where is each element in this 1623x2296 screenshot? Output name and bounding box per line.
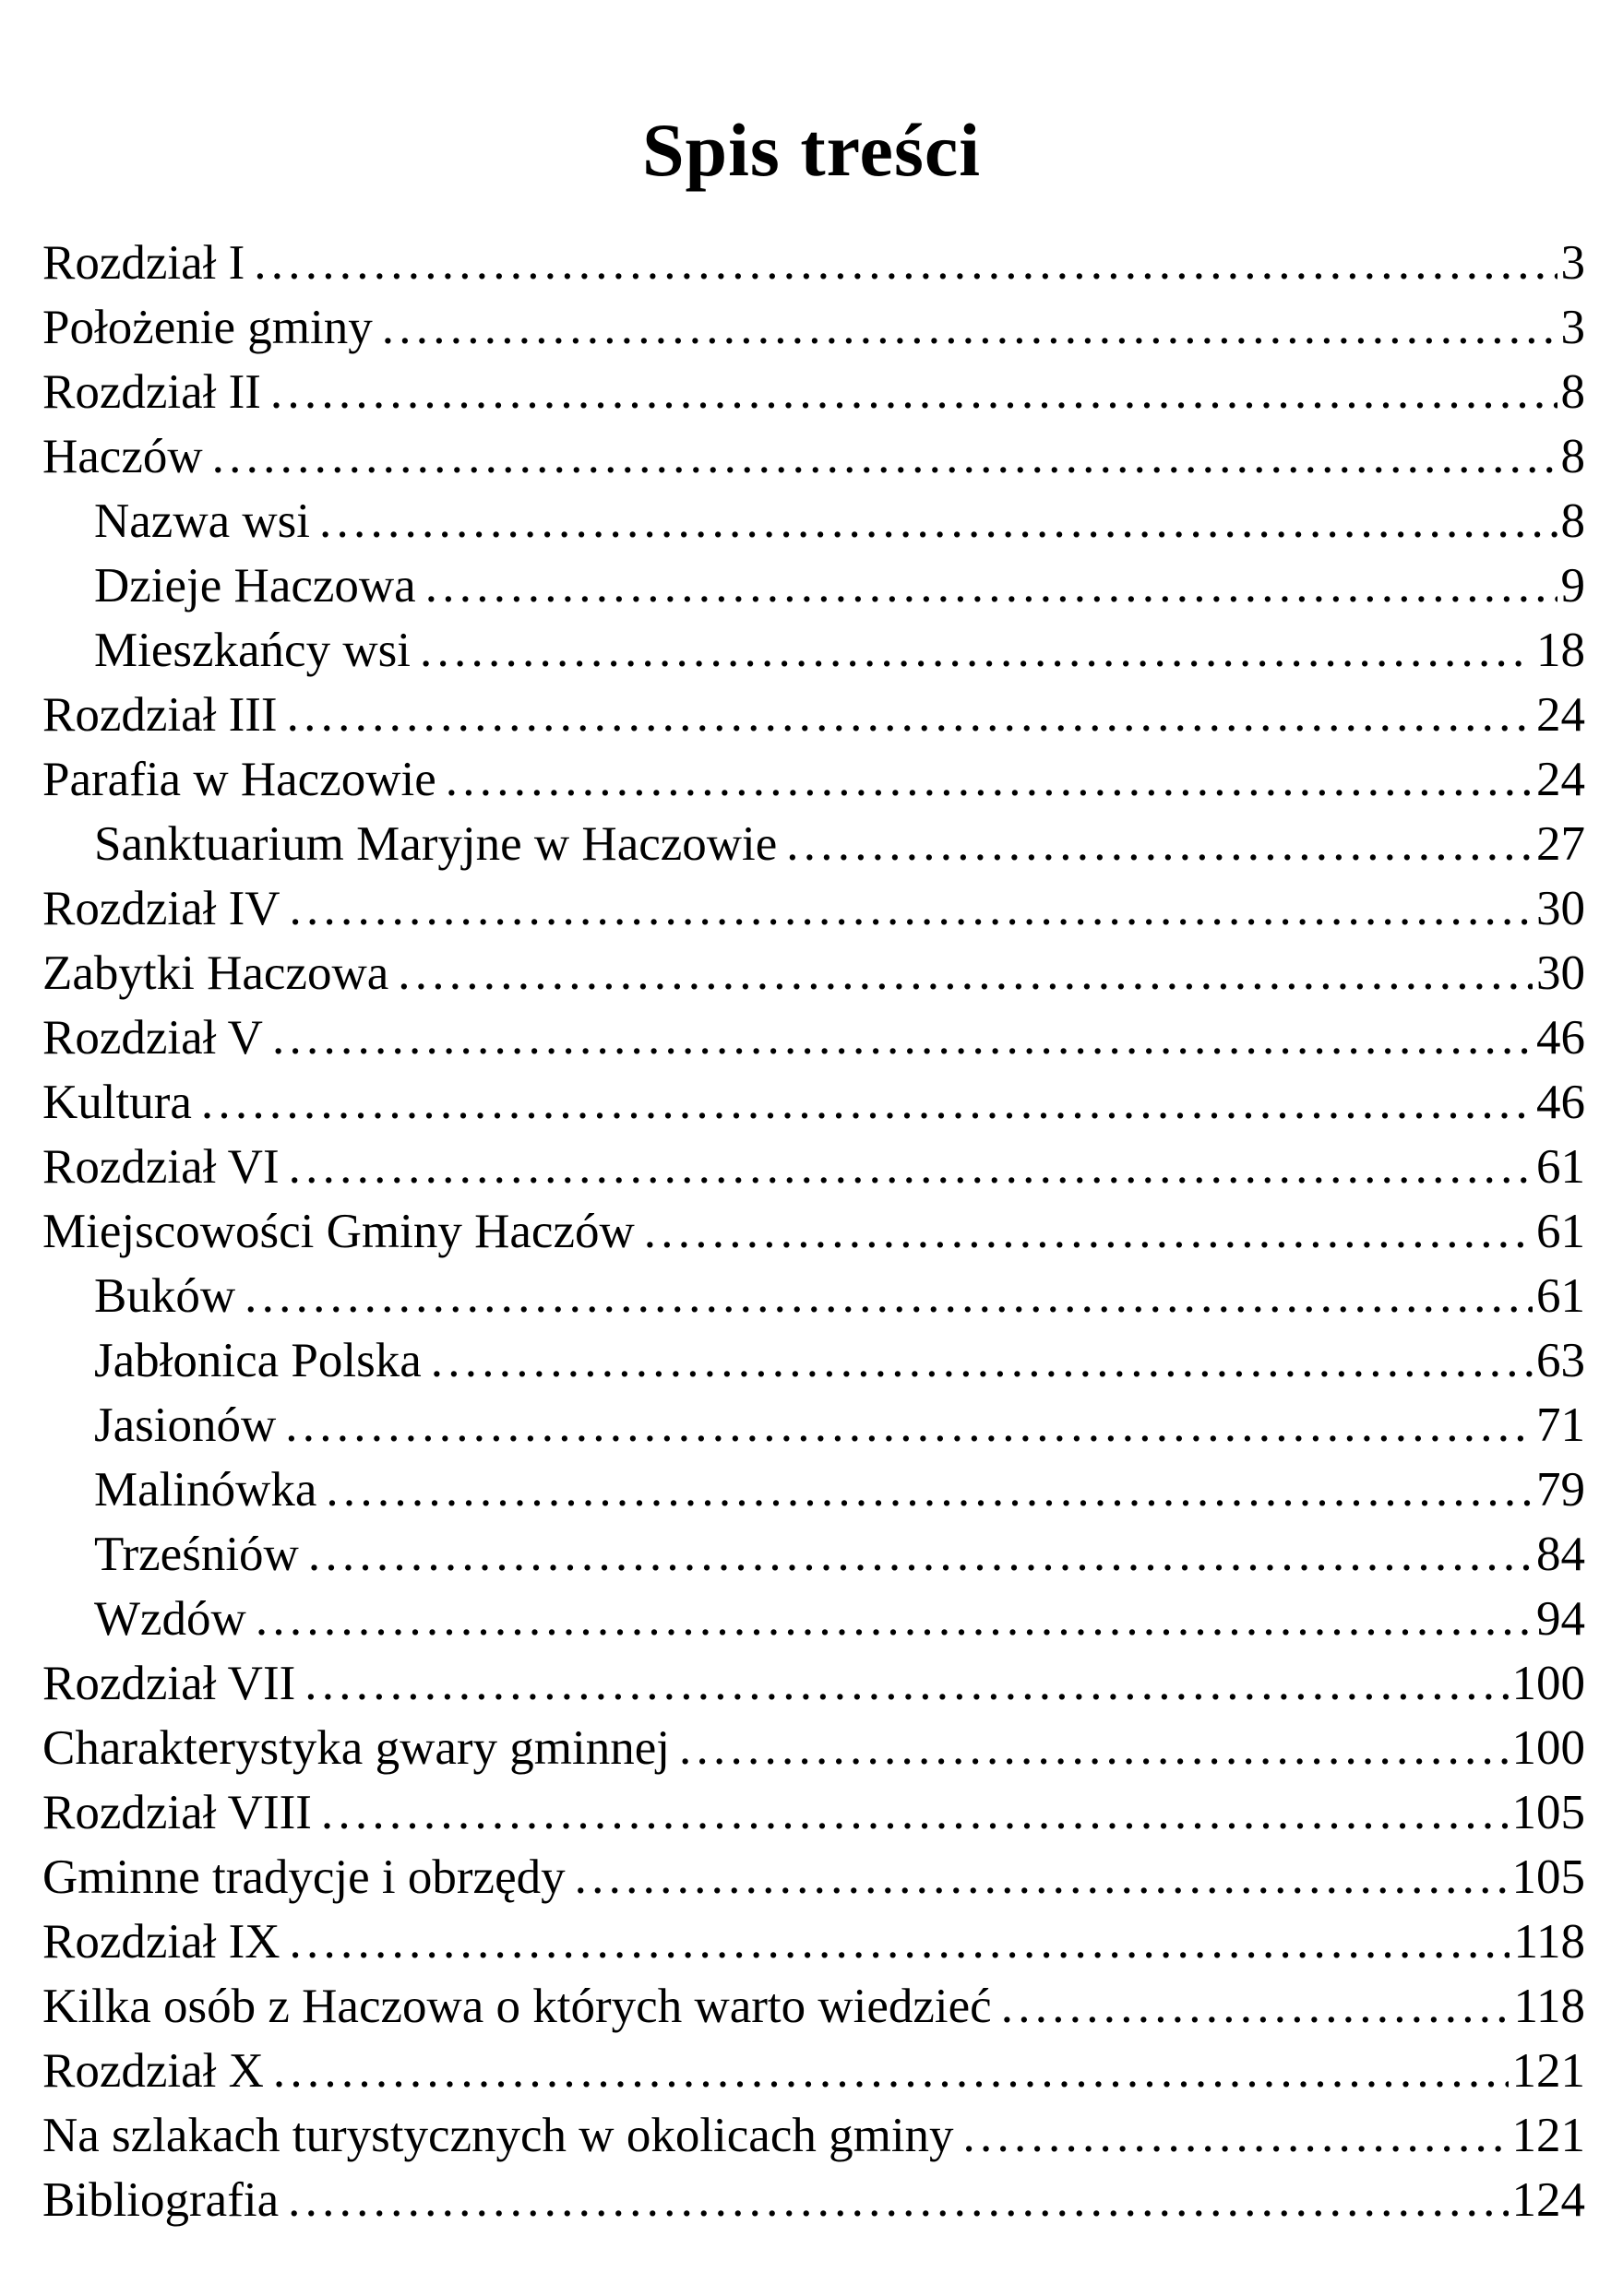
toc-entry-page-number: 3 (1560, 301, 1585, 354)
toc-entry-page-number: 9 (1560, 559, 1585, 613)
toc-entry-label: Rozdział V (42, 1011, 263, 1065)
toc-entry-page-number: 30 (1536, 946, 1585, 1000)
toc-entry-page-number: 27 (1536, 817, 1585, 871)
toc-dot-leader (644, 1199, 1533, 1264)
toc-entry-page-number: 121 (1511, 2044, 1585, 2098)
toc-entry (42, 1522, 1585, 1587)
toc-dot-leader (212, 424, 1557, 489)
toc-entry-label: Zabytki Haczowa (42, 946, 389, 1000)
toc-entry-label: Haczów (42, 430, 203, 483)
toc-entry-page-number: 3 (1560, 236, 1585, 290)
toc-entry (42, 489, 1585, 553)
toc-entry (42, 876, 1585, 941)
toc-entry (42, 295, 1585, 360)
toc-entry-page-number: 94 (1536, 1592, 1585, 1646)
toc-entry-label: Rozdział II (42, 365, 261, 419)
toc-entry (42, 231, 1585, 295)
toc-entry (42, 2039, 1585, 2103)
toc-entry (42, 941, 1585, 1005)
toc-entry-label: Charakterystyka gwary gminnej (42, 1721, 670, 1775)
toc-dot-leader (290, 1909, 1510, 1974)
toc-entry-label: Rozdział IX (42, 1915, 280, 1969)
toc-entry-label: Nazwa wsi (94, 494, 310, 548)
toc-dot-leader (321, 1780, 1509, 1845)
toc-dot-leader (963, 2103, 1509, 2168)
toc-entry-label: Malinówka (94, 1463, 317, 1517)
toc-entry-label: Rozdział VIII (42, 1786, 312, 1839)
toc-entry (42, 360, 1585, 424)
toc-entry-page-number: 46 (1536, 1011, 1585, 1065)
toc-entry (42, 812, 1585, 876)
toc-entry-page-number: 121 (1511, 2109, 1585, 2162)
toc-entry-page-number: 71 (1536, 1398, 1585, 1452)
toc-entry-label: Dzieje Haczowa (94, 559, 416, 613)
toc-entry-label: Położenie gminy (42, 301, 373, 354)
toc-dot-leader (425, 553, 1557, 618)
toc-entry (42, 1587, 1585, 1651)
toc-entry-page-number: 124 (1511, 2173, 1585, 2227)
toc-dot-leader (273, 2039, 1509, 2103)
toc-entry-label: Miejscowości Gminy Haczów (42, 1205, 635, 1258)
toc-entry-page-number: 84 (1536, 1528, 1585, 1581)
toc-entry (42, 1651, 1585, 1716)
toc-entry (42, 1909, 1585, 1974)
toc-entry (42, 2168, 1585, 2232)
toc-entry-page-number: 118 (1513, 1915, 1585, 1969)
toc-entry-label: Jabłonica Polska (94, 1334, 422, 1387)
toc-dot-leader (256, 1587, 1533, 1651)
toc-entry-label: Rozdział III (42, 688, 278, 742)
toc-entry (42, 1328, 1585, 1393)
toc-entry-page-number: 105 (1511, 1850, 1585, 1904)
toc-dot-leader (319, 489, 1557, 553)
toc-entry (42, 1135, 1585, 1199)
toc-entry-page-number: 18 (1536, 624, 1585, 677)
toc-entry (42, 553, 1585, 618)
toc-entry (42, 1393, 1585, 1457)
toc-entry (42, 618, 1585, 683)
toc-entry (42, 1716, 1585, 1780)
toc-entry-page-number: 100 (1511, 1721, 1585, 1775)
toc-dot-leader (786, 812, 1533, 876)
toc-entry-page-number: 79 (1536, 1463, 1585, 1517)
toc-dot-leader (420, 618, 1533, 683)
toc-entry-page-number: 61 (1536, 1140, 1585, 1194)
toc-entry-label: Jasionów (94, 1398, 277, 1452)
toc-dot-leader (679, 1716, 1509, 1780)
toc-dot-leader (289, 1135, 1533, 1199)
toc-entry-label: Mieszkańcy wsi (94, 624, 411, 677)
toc-entry-page-number: 24 (1536, 688, 1585, 742)
toc-dot-leader (290, 876, 1533, 941)
toc-entry (42, 1457, 1585, 1522)
toc-entry-page-number: 8 (1560, 494, 1585, 548)
toc-dot-leader (446, 747, 1533, 812)
toc-dot-leader (398, 941, 1533, 1005)
toc-dot-leader (1001, 1974, 1510, 2039)
toc-entry-page-number: 61 (1536, 1205, 1585, 1258)
toc-entry-label: Parafia w Haczowie (42, 753, 436, 806)
toc-entry (42, 1974, 1585, 2039)
table-of-contents (42, 231, 1585, 2232)
toc-entry-label: Trześniów (94, 1528, 299, 1581)
toc-entry (42, 2103, 1585, 2168)
toc-entry-page-number: 24 (1536, 753, 1585, 806)
toc-dot-leader (288, 2168, 1508, 2232)
toc-entry-label: Rozdział VI (42, 1140, 280, 1194)
toc-entry-page-number: 8 (1560, 365, 1585, 419)
toc-entry-label: Sanktuarium Maryjne w Haczowie (94, 817, 778, 871)
toc-entry-page-number: 105 (1511, 1786, 1585, 1839)
toc-entry-label: Rozdział I (42, 236, 245, 290)
toc-dot-leader (326, 1457, 1533, 1522)
toc-entry-label: Wzdów (94, 1592, 246, 1646)
toc-entry-label: Kultura (42, 1076, 192, 1129)
toc-entry-page-number: 118 (1513, 1980, 1585, 2033)
toc-entry-label: Na szlakach turystycznych w okolicach gminy (42, 2109, 954, 2162)
page-title: Spis treści (641, 107, 982, 192)
toc-entry-page-number: 100 (1511, 1657, 1585, 1710)
toc-entry (42, 1780, 1585, 1845)
toc-entry-page-number: 61 (1536, 1269, 1585, 1323)
toc-entry (42, 1070, 1585, 1135)
toc-dot-leader (245, 1264, 1533, 1328)
toc-entry-label: Rozdział X (42, 2044, 264, 2098)
toc-entry (42, 1005, 1585, 1070)
toc-dot-leader (285, 1393, 1533, 1457)
toc-dot-leader (575, 1845, 1509, 1909)
toc-entry (42, 424, 1585, 489)
toc-entry (42, 1199, 1585, 1264)
toc-dot-leader (270, 360, 1557, 424)
toc-entry (42, 683, 1585, 747)
toc-dot-leader (201, 1070, 1533, 1135)
toc-entry-label: Buków (94, 1269, 236, 1323)
toc-dot-leader (308, 1522, 1533, 1587)
toc-entry-page-number: 46 (1536, 1076, 1585, 1129)
toc-entry-label: Gminne tradycje i obrzędy (42, 1850, 566, 1904)
toc-dot-leader (431, 1328, 1533, 1393)
toc-dot-leader (272, 1005, 1533, 1070)
toc-entry-label: Kilka osób z Haczowa o których warto wiedzieć (42, 1980, 992, 2033)
toc-entry (42, 747, 1585, 812)
toc-entry-label: Rozdział VII (42, 1657, 296, 1710)
toc-dot-leader (304, 1651, 1508, 1716)
toc-dot-leader (254, 231, 1557, 295)
toc-entry-page-number: 63 (1536, 1334, 1585, 1387)
toc-entry-page-number: 30 (1536, 882, 1585, 935)
toc-entry-label: Bibliografia (42, 2173, 280, 2227)
toc-dot-leader (287, 683, 1533, 747)
toc-entry (42, 1264, 1585, 1328)
toc-dot-leader (382, 295, 1557, 360)
toc-entry-page-number: 8 (1560, 430, 1585, 483)
toc-entry (42, 1845, 1585, 1909)
toc-entry-label: Rozdział IV (42, 882, 280, 935)
